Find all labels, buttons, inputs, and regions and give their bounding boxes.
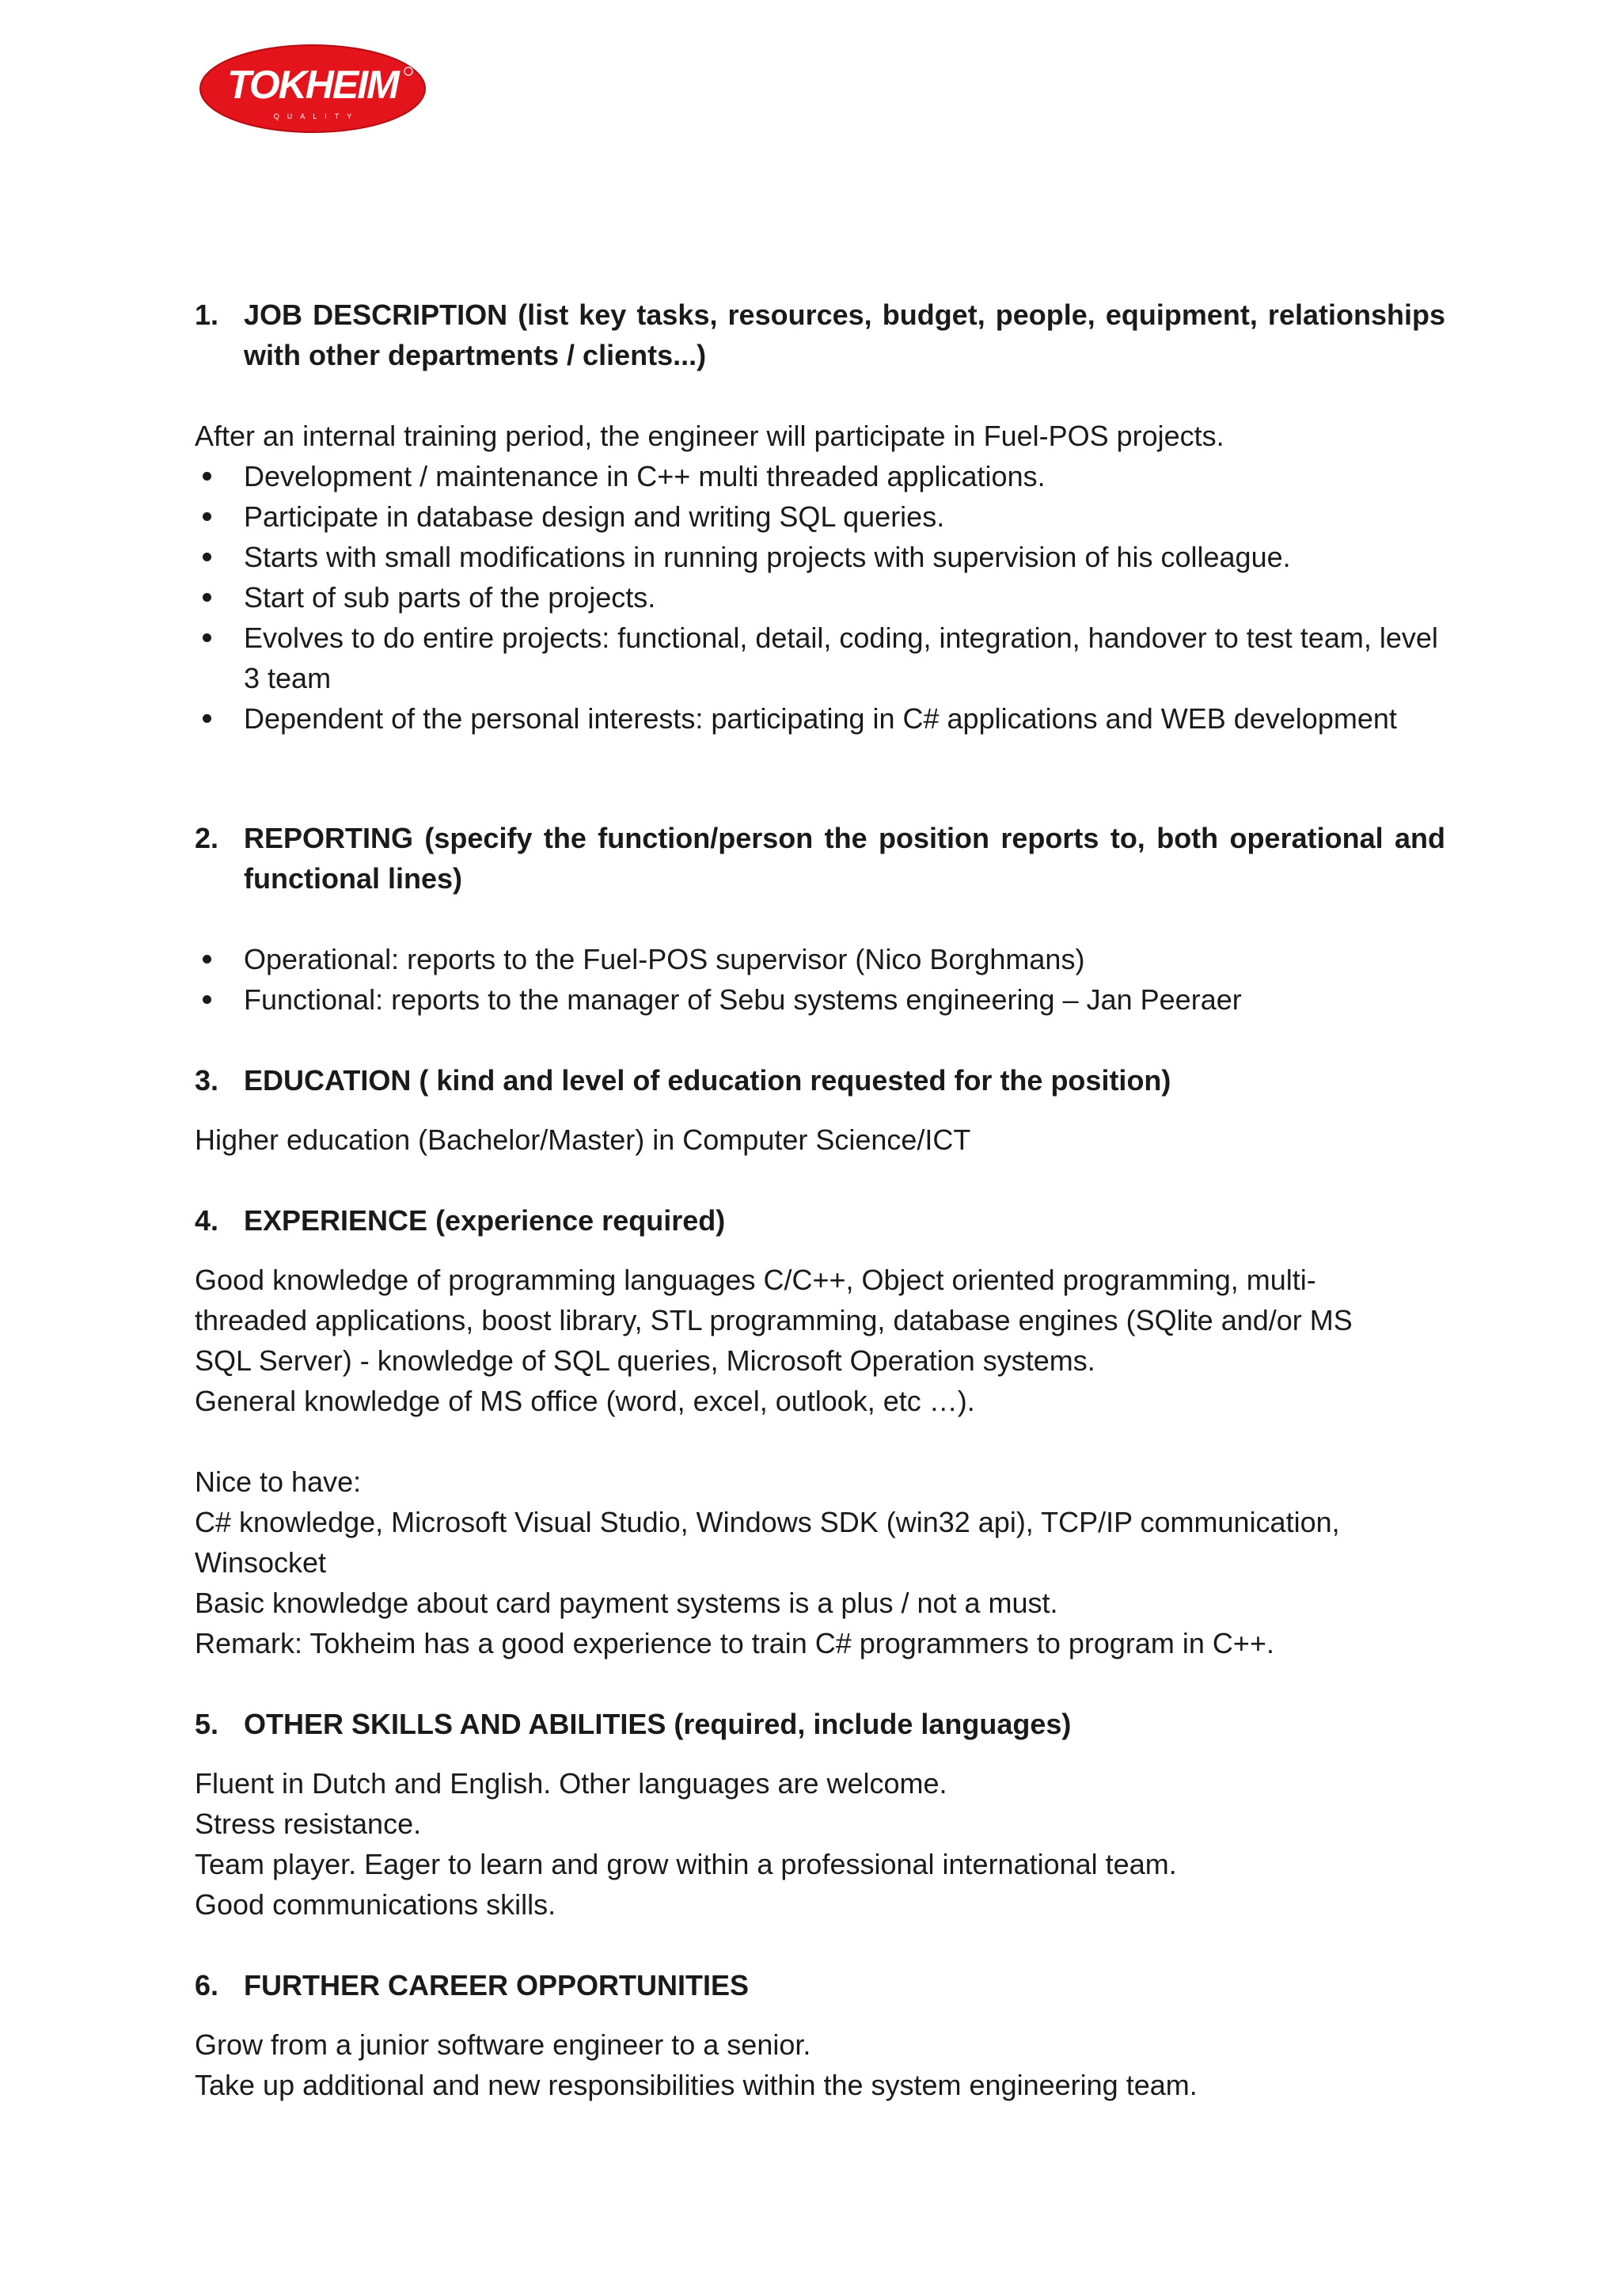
section-title: OTHER SKILLS AND ABILITIES (required, include languages): [244, 1708, 1072, 1740]
bullet-icon: [195, 618, 244, 698]
text-line: Stress resistance.: [195, 1808, 422, 1840]
bullet-icon: [195, 577, 244, 618]
list-item: Dependent of the personal interests: participating in C# applications and WEB development: [195, 698, 1445, 739]
section-title: FURTHER CAREER OPPORTUNITIES: [244, 1969, 750, 2001]
section-title: EXPERIENCE (experience required): [244, 1204, 726, 1237]
bullet-icon: [195, 979, 244, 1020]
tokheim-logo-graphic: [198, 41, 427, 136]
bullet-list: [195, 456, 1445, 739]
section-heading: [195, 818, 1445, 899]
list-item: Participate in database design and writing SQL queries.: [195, 496, 1445, 537]
section-heading: [195, 1704, 1445, 1744]
text-line: General knowledge of MS office (word, excel, outlook, etc …).: [195, 1385, 975, 1417]
section-title: EDUCATION ( kind and level of education requested for the position): [244, 1064, 1171, 1097]
section-number: 2.: [195, 822, 219, 854]
logo-brand-text: TOKHEIM: [227, 63, 398, 107]
section-heading: [195, 1200, 1445, 1241]
section-number: 4.: [195, 1204, 219, 1237]
text-line: Good knowledge of programming languages C/C++, Object oriented programming, multi-: [195, 1264, 1316, 1296]
bullet-icon: [195, 537, 244, 577]
section-number: 5.: [195, 1708, 219, 1740]
nice-to-have-label: Nice to have:: [195, 1465, 362, 1498]
text-line: Basic knowledge about card payment systems is a plus / not a must.: [195, 1587, 1058, 1619]
list-item: Start of sub parts of the projects.: [195, 577, 1445, 618]
section-heading: [195, 295, 1445, 375]
logo-tagline-text: QUALITY: [273, 112, 360, 120]
text-line: Team player. Eager to learn and grow within a professional international team.: [195, 1848, 1177, 1880]
bullet-icon: [195, 456, 244, 496]
bullet-icon: [195, 939, 244, 979]
list-item: Operational: reports to the Fuel-POS supervisor (Nico Borghmans): [195, 939, 1445, 979]
section-job-description: [195, 295, 1445, 739]
section-heading: [195, 1060, 1445, 1100]
list-item: Evolves to do entire projects: functional, detail, coding, integration, handover to test team, level 3 team: [195, 618, 1445, 698]
section-intro: After an internal training period, the engineer will participate in Fuel-POS projects.: [195, 420, 1224, 452]
text-line: Take up additional and new responsibilities within the system engineering team.: [195, 2069, 1198, 2101]
section-heading: [195, 1965, 1445, 2005]
section-career-opportunities: [195, 1965, 1445, 2105]
text-line: Good communications skills.: [195, 1888, 556, 1921]
text-line: Fluent in Dutch and English. Other languages are welcome.: [195, 1767, 947, 1800]
section-education: [195, 1060, 1445, 1160]
section-number: 3.: [195, 1064, 219, 1097]
section-number: 1.: [195, 298, 219, 331]
bullet-list: [195, 939, 1445, 1020]
text-line: Winsocket: [195, 1546, 327, 1579]
document-body: [195, 295, 1445, 2105]
bullet-icon: [195, 698, 244, 739]
section-title: REPORTING (specify the function/person the position reports to, both operational and functional lines): [244, 822, 1445, 895]
section-title: JOB DESCRIPTION (list key tasks, resources, budget, people, equipment, relationships with other departments / clients...): [244, 298, 1445, 371]
text-line: Remark: Tokheim has a good experience to train C# programmers to program in C++.: [195, 1627, 1274, 1659]
list-item: Development / maintenance in C++ multi threaded applications.: [195, 456, 1445, 496]
text-line: SQL Server) - knowledge of SQL queries, Microsoft Operation systems.: [195, 1344, 1095, 1377]
list-item: Functional: reports to the manager of Sebu systems engineering – Jan Peeraer: [195, 979, 1445, 1020]
section-experience: [195, 1200, 1445, 1663]
list-item: Starts with small modifications in running projects with supervision of his colleague.: [195, 537, 1445, 577]
section-reporting: [195, 818, 1445, 1020]
section-number: 6.: [195, 1969, 219, 2001]
text-line: Grow from a junior software engineer to a senior.: [195, 2028, 811, 2061]
tokheim-logo: [198, 41, 427, 136]
section-other-skills: [195, 1704, 1445, 1925]
text-line: threaded applications, boost library, STL programming, database engines (SQlite and/or MS: [195, 1304, 1353, 1336]
text-line: C# knowledge, Microsoft Visual Studio, Windows SDK (win32 api), TCP/IP communication,: [195, 1506, 1340, 1538]
text-line: Higher education (Bachelor/Master) in Computer Science/ICT: [195, 1123, 971, 1156]
bullet-icon: [195, 496, 244, 537]
